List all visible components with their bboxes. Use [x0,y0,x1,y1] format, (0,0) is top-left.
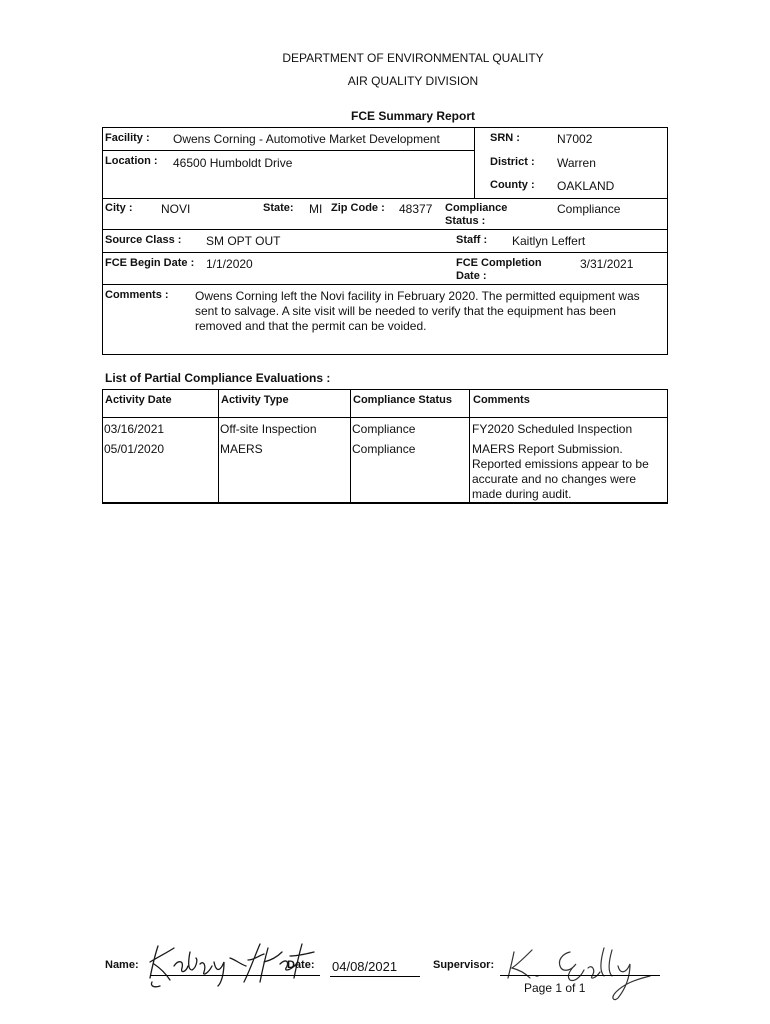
compliance-status-value: Compliance [557,202,621,216]
compliance-status-label-line2: Status : [445,215,486,227]
state-label: State: [263,202,294,214]
pce-list-title: List of Partial Compliance Evaluations : [105,371,331,385]
column-header-comments: Comments [473,394,530,406]
zip-value: 48377 [399,202,433,216]
comments-text: Owens Corning left the Novi facility in February 2020. The permitted equipment was sent to salvage. A site visit will be needed to verify that the equipment has been removed and that the permit can be voided. [195,289,640,333]
pce-col-divider [667,389,668,503]
table-cell-comments: FY2020 Scheduled Inspection [472,422,633,436]
summary-bottom-border [102,354,668,355]
table-cell-activity-date: 03/16/2021 [104,422,165,436]
row-divider [102,198,668,199]
facility-label: Facility : [105,132,150,144]
pce-col-divider [218,389,219,503]
supervisor-signature-line [500,975,660,976]
row-divider [102,284,668,285]
county-value: OAKLAND [557,179,615,193]
report-title: FCE Summary Report [350,109,476,123]
column-header-compliance-status: Compliance Status [353,394,453,406]
location-value: 46500 Humboldt Drive [173,156,293,170]
city-value: NOVI [161,202,191,216]
name-label: Name: [105,959,139,971]
table-cell-activity-date: 05/01/2020 [104,442,165,456]
city-label: City : [105,202,133,214]
name-signature-line [150,975,320,976]
column-header-activity-date: Activity Date [105,394,172,406]
summary-left-border [102,127,103,355]
department-heading: DEPARTMENT OF ENVIRONMENTAL QUALITY [282,51,544,65]
date-line [330,976,420,977]
srn-label: SRN : [490,132,520,144]
srn-divider [474,127,475,199]
date-label: Date: [287,959,315,971]
pce-table-top-border [102,389,668,390]
summary-top-border [102,127,668,128]
compliance-status-label-line1: Compliance [445,202,508,214]
county-label: County : [490,179,535,191]
row-divider [102,252,668,253]
fce-begin-value: 1/1/2020 [206,257,253,271]
fce-begin-label: FCE Begin Date : [105,257,195,269]
column-header-activity-type: Activity Type [221,394,289,406]
zip-label: Zip Code : [331,202,385,214]
pce-header-bottom-border [102,417,668,418]
source-class-label: Source Class : [105,234,182,246]
table-cell-compliance-status: Compliance [352,442,416,456]
fce-completion-label-line2: Date : [456,270,487,282]
date-value: 04/08/2021 [332,959,398,974]
pce-col-divider [102,389,103,503]
facility-value: Owens Corning - Automotive Market Development [173,132,440,146]
staff-label: Staff : [456,234,488,246]
source-class-value: SM OPT OUT [206,234,281,248]
comments-label: Comments : [105,289,169,301]
page-number: Page 1 of 1 [524,981,586,995]
division-heading: AIR QUALITY DIVISION [347,74,479,88]
row-divider [102,229,668,230]
pce-col-divider [469,389,470,503]
table-cell-activity-type: MAERS [220,442,263,456]
location-label: Location : [105,155,158,167]
district-label: District : [490,156,535,168]
supervisor-label: Supervisor: [433,959,495,971]
pce-col-divider [350,389,351,503]
staff-value: Kaitlyn Leffert [512,234,586,248]
state-value: MI [309,202,323,216]
fce-completion-value: 3/31/2021 [580,257,634,271]
table-cell-comments: MAERS Report Submission. Reported emissions appear to be accurate and no changes were made during audit. [472,442,649,501]
pce-table-bottom-border [102,502,668,504]
fce-completion-label-line1: FCE Completion [456,257,542,269]
district-value: Warren [557,156,596,170]
table-cell-activity-type: Off-site Inspection [220,422,317,436]
summary-right-border [667,127,668,355]
row-divider [102,150,474,151]
table-cell-compliance-status: Compliance [352,422,416,436]
srn-value: N7002 [557,132,593,146]
